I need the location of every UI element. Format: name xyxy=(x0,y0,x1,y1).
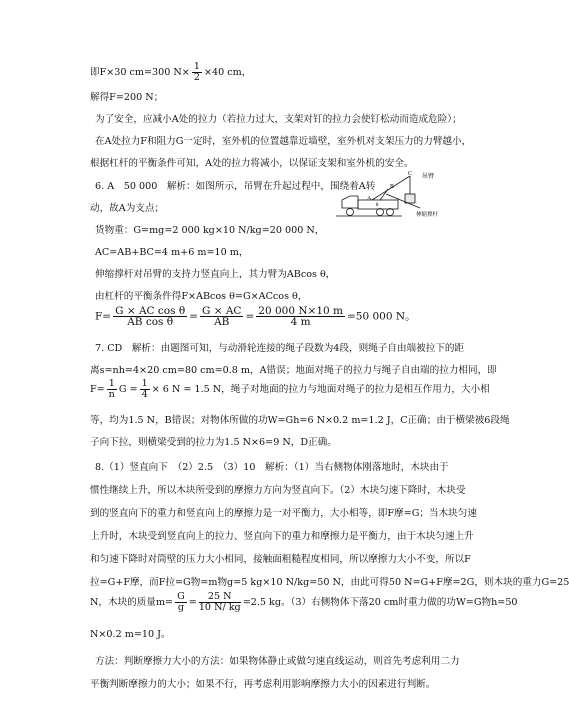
l2: 解得F=200 N； xyxy=(90,92,164,103)
fraction-num: 1 xyxy=(141,378,148,389)
label-c: C xyxy=(408,171,413,177)
fraction-den: 10 N/ kg xyxy=(198,602,241,613)
crane-figure xyxy=(336,170,446,225)
truck-wheel xyxy=(387,209,394,216)
l15 xyxy=(90,379,490,400)
cargo-box xyxy=(405,194,415,203)
fraction-num: G × AC cos θ xyxy=(115,305,186,317)
fraction-den: AB xyxy=(214,316,230,328)
fraction-den: g xyxy=(177,602,184,613)
text: × 6 N = 1.5 N，绳子对地面的拉力与地面对绳子的拉力是相互作用力，大小相 xyxy=(151,384,490,395)
label-b: B xyxy=(390,184,395,190)
l24 xyxy=(90,592,518,613)
fraction xyxy=(200,306,243,327)
fraction-num: 20 000 N×10 m xyxy=(258,305,343,317)
l10: 伸缩撑杆对吊臂的支持力竖直向上，其力臂为ABcos θ， xyxy=(95,269,336,280)
l19: 惯性继续上升，所以木块所受到的摩擦力方向为竖直向下。（2）木块匀速下降时，木块受 xyxy=(90,485,466,496)
text: =2.5 kg。（3）右侧物体下落20 cm时重力做的功W=G物h=50 xyxy=(242,597,518,608)
l3: 为了安全，应减小A处的拉力（若拉力过大，支架对钉的拉力会使钉松动而造成危险）； xyxy=(95,114,462,125)
fraction xyxy=(140,379,150,400)
l14: 离s=nh=4×20 cm=80 cm=0.8 m，A错误；地面对绳子的拉力与绳子自由端的拉力相同，即 xyxy=(90,365,497,376)
label-a: A xyxy=(367,196,372,202)
fraction-den: n xyxy=(108,389,115,400)
l9: AC=AB+BC=4 m+6 m=10 m， xyxy=(95,247,249,258)
text: F= xyxy=(90,384,105,395)
text: = xyxy=(188,597,197,608)
fraction-den: 2 xyxy=(193,72,200,83)
l1 xyxy=(90,62,251,83)
l12 xyxy=(95,306,416,327)
text: 即F×30 cm=300 N× xyxy=(90,67,190,78)
truck-cab xyxy=(342,196,358,208)
fraction-den: AB cos θ xyxy=(127,316,174,328)
l8: 货物重：G=mg=2 000 kg×10 N/kg=20 000 N， xyxy=(95,225,325,236)
fraction xyxy=(256,306,345,327)
l11: 由杠杆的平衡条件得F×ABcos θ=G×ACcos θ， xyxy=(95,291,308,302)
fraction xyxy=(107,379,117,400)
fraction-num: G × AC xyxy=(201,305,242,317)
l17: 子向下拉，则横梁受到的拉力为1.5 N×6=9 N，D正确。 xyxy=(90,437,337,448)
l22: 和匀速下降时对筒壁的压力大小相同，接触面粗糙程度相同，所以摩擦力大小不变，所以F xyxy=(90,554,471,565)
text: G = xyxy=(118,384,138,395)
text: N，木块的质量m= xyxy=(90,597,174,608)
l6: 6. A 50 000 解析：如图所示，吊臂在升起过程中，围绕着A转 xyxy=(95,181,376,192)
text: = xyxy=(245,310,255,323)
text: F= xyxy=(95,310,112,323)
label-boom: 吊臂 xyxy=(422,173,435,180)
l25: N×0.2 m=10 J。 xyxy=(90,629,171,640)
fraction-num: 1 xyxy=(108,378,115,389)
label-rod: 伸缩撑杆 xyxy=(416,212,439,218)
l4: 在A处拉力F和阻力G一定时，室外机的位置越靠近墙壁，室外机对支架压力的力臂越小， xyxy=(95,136,472,147)
l7: 动，故A为支点； xyxy=(90,203,165,214)
text: = xyxy=(189,310,198,323)
truck-wheel xyxy=(347,209,354,216)
fraction xyxy=(113,306,187,327)
fraction-den: 4 m xyxy=(290,316,311,328)
l16: 等，均为1.5 N，B错误；对物体所做的功W=Gh=6 N×0.2 m=1.2 J，C正确；由于横梁被6段绳 xyxy=(90,415,510,426)
l23: 拉=G+F摩，而F拉=G物=m物g=5 kg×10 N/kg=50 N，由此可得50 N=G+F摩=2G，则木块的重力G=25 xyxy=(90,577,569,588)
fraction-num: 25 N xyxy=(199,592,241,603)
l20: 到的竖直向下的重力和竖直向上的摩擦力是一对平衡力，大小相等，即F摩=G；当木块匀速 xyxy=(90,508,477,519)
l13: 7. CD 解析：由题图可知，与动滑轮连接的绳子段数为4段，则绳子自由端被拉下的距 xyxy=(95,343,465,354)
fraction xyxy=(199,592,241,613)
label-theta: θ xyxy=(376,203,379,208)
l18: 8.（1）竖直向下 （2）2.5 （3）10 解析：（1）当右侧物体刚落地时，木块由于 xyxy=(95,462,449,473)
l26: 方法：判断摩擦力大小的方法：如果物体静止或做匀速直线运动，则首先考虑利用二力 xyxy=(95,656,460,667)
text: ×40 cm， xyxy=(203,67,252,78)
l27: 平衡判断摩擦力的大小；如果不行，再考虑利用影响摩擦力大小的因素进行判断。 xyxy=(90,679,436,690)
truck-wheel xyxy=(377,209,384,216)
fraction-den: 4 xyxy=(141,389,148,400)
l5: 根据杠杆的平衡条件可知，A处的拉力将减小，以保证支架和室外机的安全。 xyxy=(90,158,414,169)
fraction-num: 1 xyxy=(193,61,200,72)
fraction-half xyxy=(192,62,202,83)
text: =50 000 N。 xyxy=(347,310,416,323)
fraction-num: G xyxy=(177,591,185,602)
fraction xyxy=(175,592,187,613)
l21: 上升时，木块受到竖直向上的拉力、竖直向下的重力和摩擦力是平衡力，由于木块匀速上升 xyxy=(90,531,474,542)
